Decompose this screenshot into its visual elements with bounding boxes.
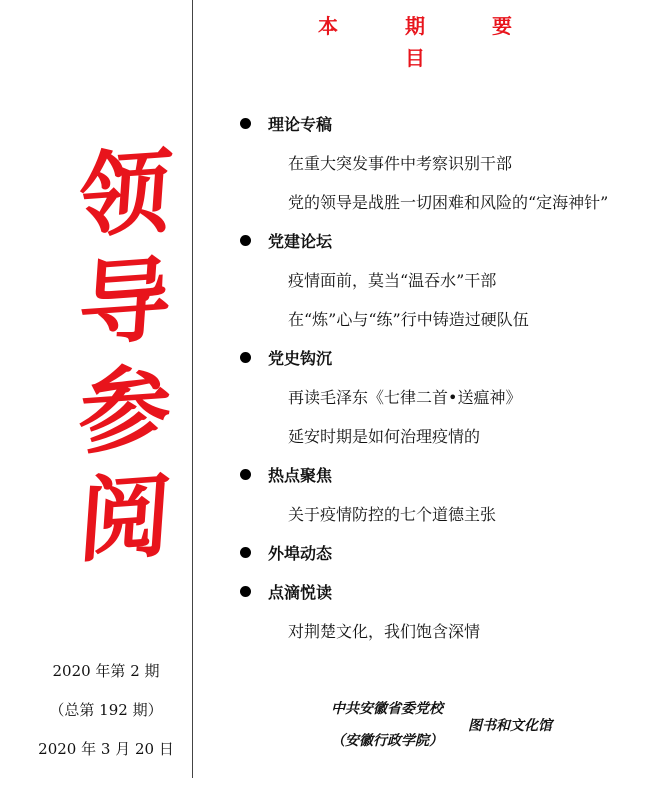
toc-article[interactable]: 关于疫情防控的七个道德主张 (288, 505, 497, 524)
issue-date: 2020 年 3 月 20 日 (38, 740, 174, 758)
issue-total: （总第 192 期） (49, 701, 163, 719)
table-of-contents (236, 108, 656, 654)
masthead-char: 导 (75, 244, 175, 360)
toc-article[interactable]: 党的领导是战胜一切困难和风险的“定海神针” (288, 193, 609, 212)
library-name: 图书和文化馆 (468, 718, 552, 734)
toc-section (236, 576, 656, 615)
masthead-char: 阅 (75, 460, 175, 576)
bullet-icon (240, 586, 251, 597)
masthead-title (70, 136, 180, 576)
vertical-divider (192, 0, 193, 778)
contents-title: 本 期 要 目 (318, 14, 542, 70)
toc-section-title: 党建论坛 (268, 232, 333, 251)
toc-section-title: 理论专稿 (268, 115, 333, 134)
publisher (312, 695, 462, 759)
toc-article[interactable]: 延安时期是如何治理疫情的 (288, 427, 481, 446)
bullet-icon (240, 352, 251, 363)
issue-info (22, 656, 190, 773)
toc-article[interactable]: 再读毛泽东《七律二首•送瘟神》 (288, 388, 522, 407)
toc-section-title: 热点聚焦 (268, 466, 333, 485)
toc-section (236, 225, 656, 264)
toc-section-title: 党史钩沉 (268, 349, 333, 368)
bullet-icon (240, 469, 251, 480)
publisher-name: 中共安徽省委党校 (331, 701, 443, 717)
toc-section (236, 342, 656, 381)
bullet-icon (240, 235, 251, 246)
bullet-icon (240, 118, 251, 129)
toc-section (236, 459, 656, 498)
masthead-char: 参 (75, 352, 175, 468)
toc-section (236, 537, 656, 576)
toc-article[interactable]: 在重大突发事件中考察识别干部 (288, 154, 513, 173)
masthead-char: 领 (75, 136, 175, 252)
toc-article[interactable]: 对荆楚文化，我们饱含深情 (288, 622, 481, 641)
toc-article[interactable]: 疫情面前，莫当“温吞水”干部 (288, 271, 497, 290)
toc-section-title: 点滴悦读 (268, 583, 333, 602)
bullet-icon (240, 547, 251, 558)
toc-section (236, 108, 656, 147)
toc-article[interactable]: 在“炼”心与“练”行中铸造过硬队伍 (288, 310, 529, 329)
toc-section-title: 外埠动态 (268, 544, 333, 563)
issue-number: 2020 年第 2 期 (52, 662, 160, 680)
publisher-subname: （安徽行政学院） (331, 733, 443, 749)
